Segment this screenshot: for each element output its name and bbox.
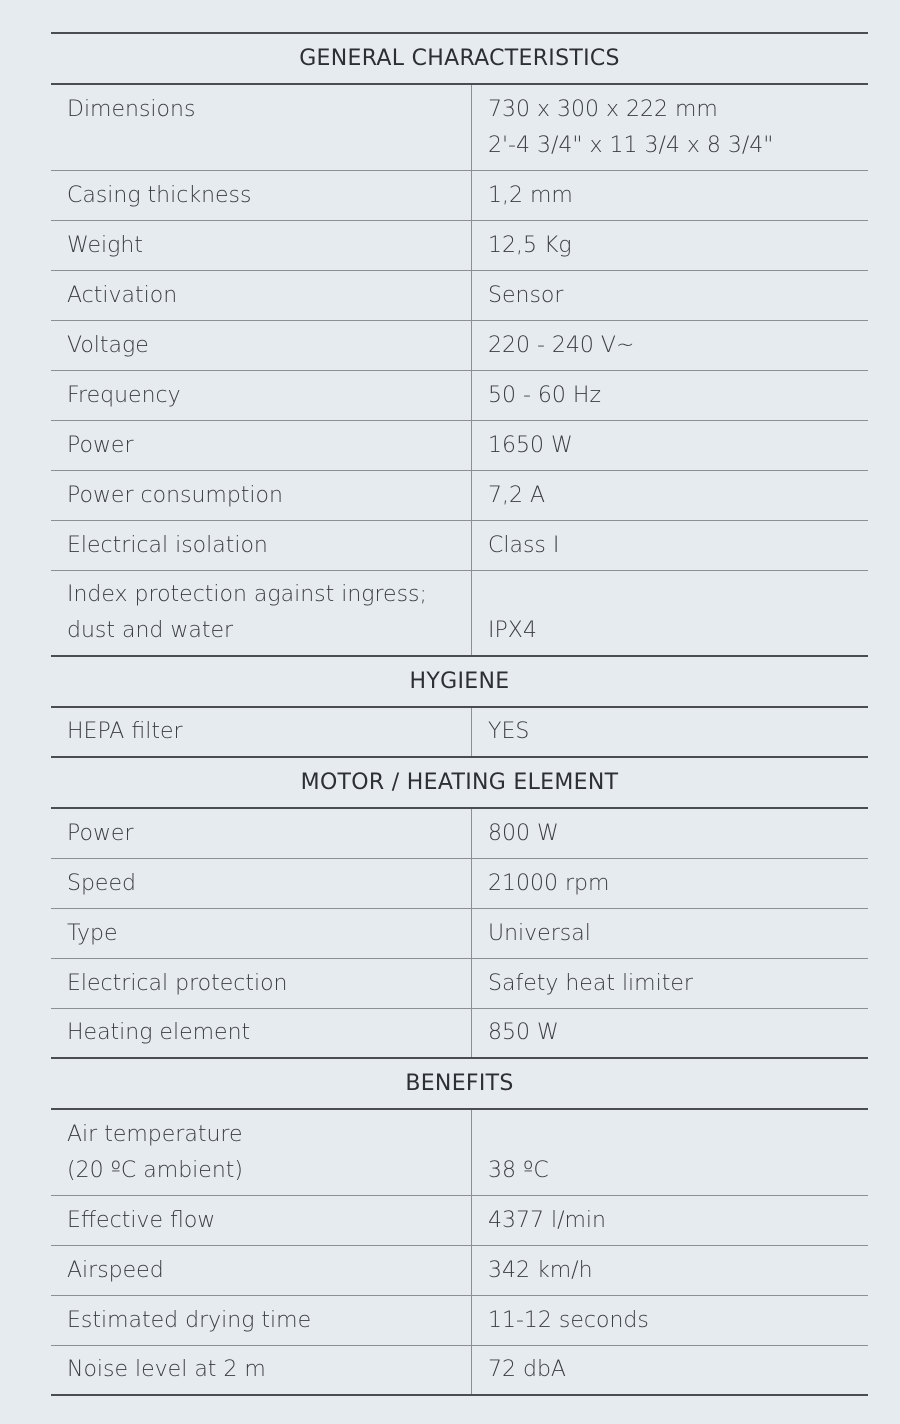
spec-label-line: Power bbox=[67, 821, 134, 846]
table-row bbox=[51, 421, 868, 471]
section-benefits bbox=[51, 1059, 868, 1396]
spec-label bbox=[51, 85, 472, 170]
spec-label-line: Casing thickness bbox=[67, 183, 252, 208]
spec-label bbox=[51, 708, 472, 756]
spec-value-line: 72 dbA bbox=[488, 1357, 566, 1382]
spec-value-line: Safety heat limiter bbox=[488, 971, 693, 996]
spec-value bbox=[472, 1009, 868, 1057]
spec-value bbox=[472, 171, 868, 220]
section-title: BENEFITS bbox=[51, 1059, 868, 1110]
table-row bbox=[51, 321, 868, 371]
spec-label bbox=[51, 421, 472, 470]
spec-value bbox=[472, 521, 868, 570]
spec-value-line: 4377 l/min bbox=[488, 1208, 606, 1233]
spec-label bbox=[51, 1110, 472, 1195]
spec-label bbox=[51, 371, 472, 420]
table-row bbox=[51, 809, 868, 859]
spec-value-line: 342 km/h bbox=[488, 1258, 593, 1283]
table-row bbox=[51, 1110, 868, 1196]
table-row bbox=[51, 85, 868, 171]
table-row bbox=[51, 271, 868, 321]
section-title: MOTOR / HEATING ELEMENT bbox=[51, 758, 868, 809]
spec-value bbox=[472, 321, 868, 370]
table-row bbox=[51, 471, 868, 521]
table-row bbox=[51, 1346, 868, 1396]
section-title: GENERAL CHARACTERISTICS bbox=[51, 34, 868, 85]
table-row bbox=[51, 1246, 868, 1296]
spec-value-line: IPX4 bbox=[488, 618, 537, 643]
spec-value bbox=[472, 859, 868, 908]
spec-label bbox=[51, 471, 472, 520]
spec-label-line: (20 ºC ambient) bbox=[67, 1158, 243, 1183]
section-general-characteristics bbox=[51, 34, 868, 657]
spec-value-line: 2'-4 3/4" x 11 3/4 x 8 3/4" bbox=[488, 133, 774, 158]
spec-label bbox=[51, 571, 472, 655]
spec-label bbox=[51, 909, 472, 958]
spec-label-line: Power bbox=[67, 433, 134, 458]
table-row bbox=[51, 1009, 868, 1059]
spec-label bbox=[51, 959, 472, 1008]
spec-value-line: 1,2 mm bbox=[488, 183, 573, 208]
spec-label bbox=[51, 1009, 472, 1057]
spec-label-line: Noise level at 2 m bbox=[67, 1357, 266, 1382]
spec-value bbox=[472, 708, 868, 756]
spec-value-line: Sensor bbox=[488, 283, 564, 308]
spec-label bbox=[51, 321, 472, 370]
table-row bbox=[51, 859, 868, 909]
spec-label bbox=[51, 1346, 472, 1394]
spec-value bbox=[472, 1196, 868, 1245]
spec-label bbox=[51, 171, 472, 220]
spec-value bbox=[472, 371, 868, 420]
spec-label bbox=[51, 221, 472, 270]
spec-value bbox=[472, 959, 868, 1008]
spec-value-line: YES bbox=[488, 719, 530, 744]
section-title: HYGIENE bbox=[51, 657, 868, 708]
table-row bbox=[51, 571, 868, 657]
table-row bbox=[51, 221, 868, 271]
spec-value-line: 800 W bbox=[488, 821, 559, 846]
spec-value-line: 21000 rpm bbox=[488, 871, 610, 896]
spec-value-line: 850 W bbox=[488, 1020, 559, 1045]
spec-value bbox=[472, 809, 868, 858]
spec-value bbox=[472, 471, 868, 520]
spec-value-line: 38 ºC bbox=[488, 1158, 549, 1183]
spec-label-line: Index protection against ingress; bbox=[67, 582, 427, 607]
table-row bbox=[51, 959, 868, 1009]
spec-value-line: 7,2 A bbox=[488, 483, 546, 508]
spec-value-line: 220 - 240 V~ bbox=[488, 333, 635, 358]
spec-label bbox=[51, 1296, 472, 1345]
spec-value-line: 12,5 Kg bbox=[488, 233, 572, 258]
spec-label-line: Dimensions bbox=[67, 97, 196, 122]
spec-label-line: Power consumption bbox=[67, 483, 283, 508]
spec-value-line: 730 x 300 x 222 mm bbox=[488, 97, 718, 122]
spec-value bbox=[472, 271, 868, 320]
spec-value bbox=[472, 909, 868, 958]
spec-value-line: Class I bbox=[488, 533, 560, 558]
spec-value bbox=[472, 221, 868, 270]
section-motor-heating-element bbox=[51, 758, 868, 1059]
spec-label-line: Air temperature bbox=[67, 1122, 243, 1147]
section-hygiene bbox=[51, 657, 868, 758]
spec-label-line: Frequency bbox=[67, 383, 181, 408]
spec-label-line: Type bbox=[67, 921, 118, 946]
spec-value-line: 50 - 60 Hz bbox=[488, 383, 601, 408]
spec-label bbox=[51, 809, 472, 858]
table-row bbox=[51, 708, 868, 758]
table-row bbox=[51, 1296, 868, 1346]
spec-label-line: Estimated drying time bbox=[67, 1308, 312, 1333]
spec-value bbox=[472, 1296, 868, 1345]
spec-label bbox=[51, 1246, 472, 1295]
spec-label bbox=[51, 521, 472, 570]
spec-label-line: Weight bbox=[67, 233, 143, 258]
spec-value bbox=[472, 571, 868, 655]
table-row bbox=[51, 171, 868, 221]
spec-value-line: 1650 W bbox=[488, 433, 573, 458]
table-row bbox=[51, 909, 868, 959]
spec-label bbox=[51, 1196, 472, 1245]
spec-label-line: Heating element bbox=[67, 1020, 251, 1045]
spec-value-line: Universal bbox=[488, 921, 591, 946]
spec-value bbox=[472, 1346, 868, 1394]
spec-label-line: Voltage bbox=[67, 333, 149, 358]
spec-value-line: 11-12 seconds bbox=[488, 1308, 649, 1333]
table-row bbox=[51, 1196, 868, 1246]
table-row bbox=[51, 521, 868, 571]
spec-label-line: HEPA filter bbox=[67, 719, 183, 744]
spec-label-line: Effective flow bbox=[67, 1208, 216, 1233]
spec-label-line: Airspeed bbox=[67, 1258, 164, 1283]
spec-label-line: Activation bbox=[67, 283, 178, 308]
spec-value bbox=[472, 1246, 868, 1295]
spec-value bbox=[472, 421, 868, 470]
spec-value bbox=[472, 85, 868, 170]
spec-label bbox=[51, 859, 472, 908]
table-row bbox=[51, 371, 868, 421]
spec-value bbox=[472, 1110, 868, 1195]
spec-label bbox=[51, 271, 472, 320]
spec-label-line: Electrical protection bbox=[67, 971, 288, 996]
spec-label-line: Electrical isolation bbox=[67, 533, 268, 558]
spec-sheet bbox=[51, 32, 868, 1396]
spec-label-line: dust and water bbox=[67, 618, 234, 643]
spec-label-line: Speed bbox=[67, 871, 136, 896]
